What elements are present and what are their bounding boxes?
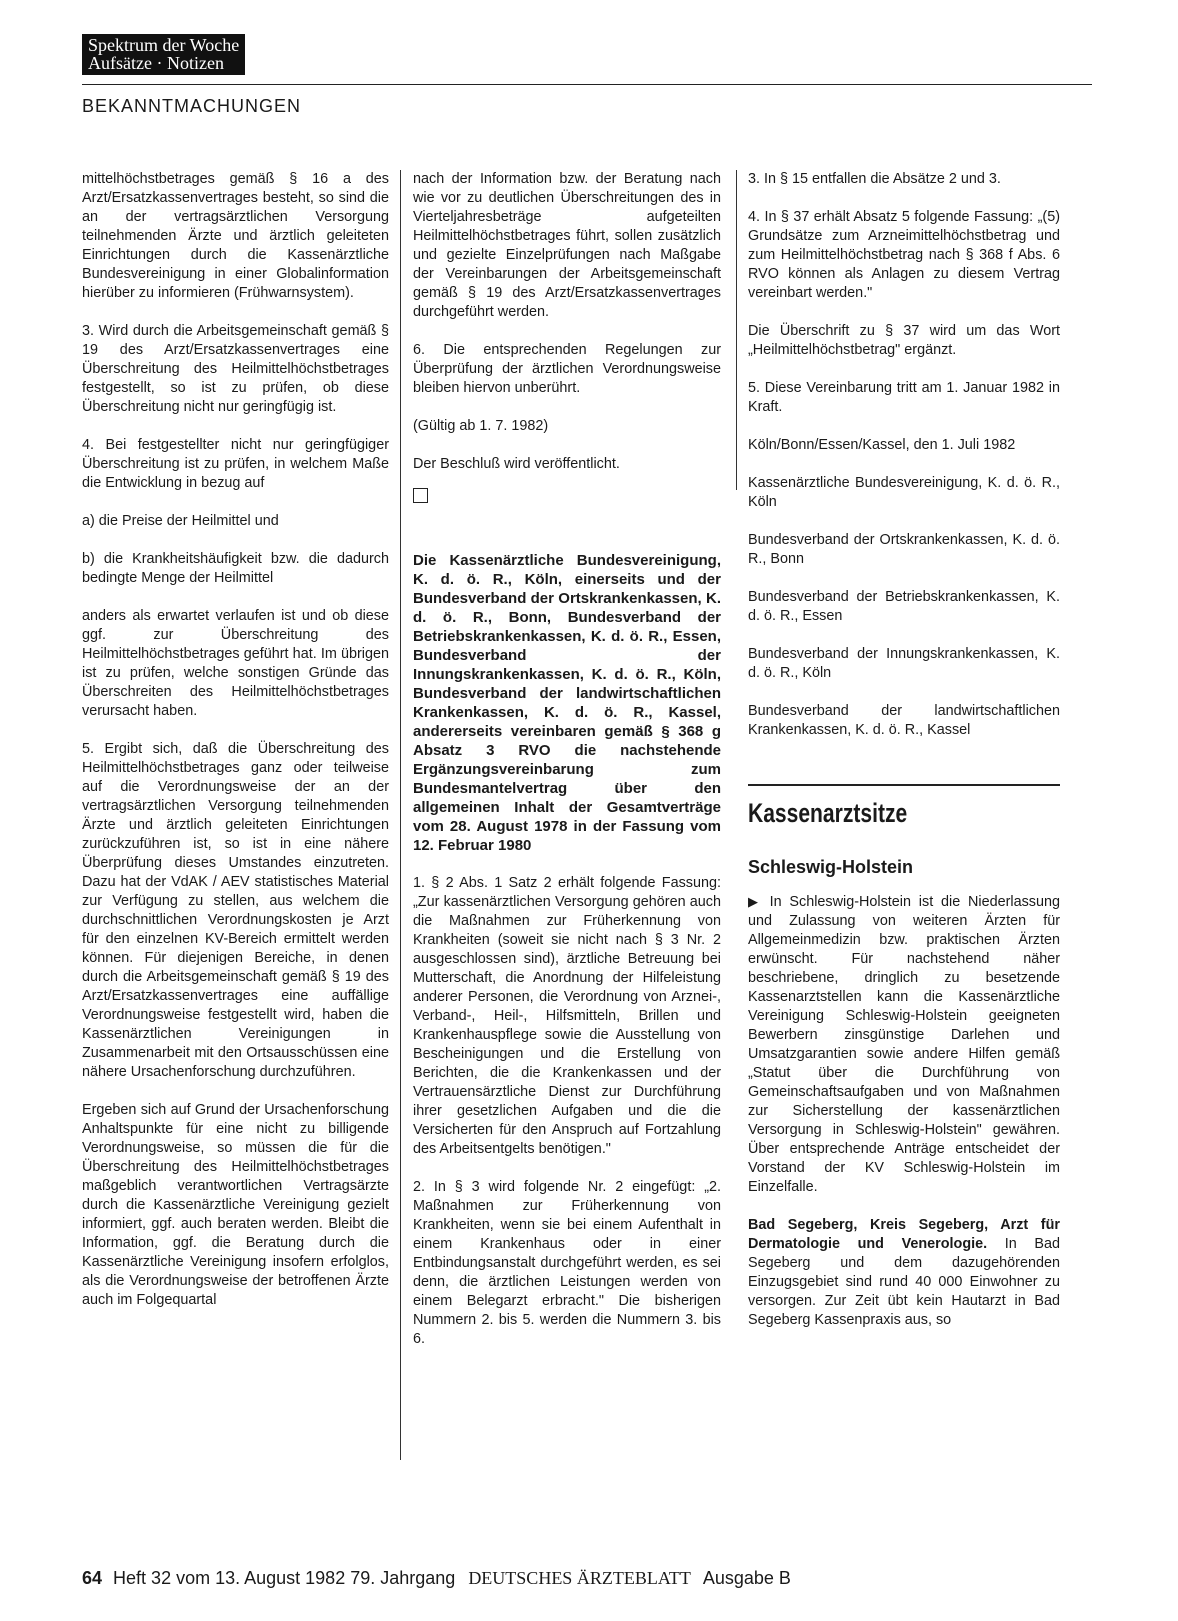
end-mark-icon (413, 488, 428, 503)
paragraph: a) die Preise der Heilmittel und (82, 513, 279, 529)
column-divider (400, 170, 401, 1460)
paragraph: 6. Die entsprechenden Regelungen zur Überprüfung der ärztlichen Verordnungsweise bleiben hiervon unberührt. (413, 342, 721, 396)
paragraph: Köln/Bonn/Essen/Kassel, den 1. Juli 1982 (748, 437, 1016, 453)
page-footer (82, 1568, 791, 1589)
paragraph: 5. Ergibt sich, daß die Überschreitung des Heilmittelhöchstbetrages ganz oder teilweise auf die Verordnungsweise der an der vertragsärztlichen Versorgung teilnehmenden Ärzte und ärztlich geleiteten Einrichtungen zurückzuführen ist, so ist in eine nähere Überprüfung dieses Umstandes einzutreten. Dazu hat der VdAK / AEV statistisches Material zur Verfügung zu stellen, aus welchem die durchschnittlichen Verordnungskosten je Arzt für den einzelnen KV-Bereich ermittelt werden können. Für diejenigen Bereiche, in denen durch die Arbeitsgemeinschaft gemäß § 19 des Arzt/Ersatzkassenvertrages eine auffällige Verordnungsweise festgestellt wird, haben die Kassenärztlichen Vereinigungen in Zusammenarbeit mit den Ortsausschüssen eine nähere Ursachenforschung durchzuführen. (82, 741, 389, 1080)
signatory: Bundesverband der Innungskrankenkassen, K. d. ö. R., Köln (748, 646, 1060, 681)
paragraph: 1. § 2 Abs. 1 Satz 2 erhält folgende Fassung: „Zur kassenärztlichen Versorgung gehören auch die Maßnahmen zur Früherkennung von Krankheiten (soweit sie nicht nach § 3 Nr. 2 ausgeschlossen sind), ärztliche Betreuung bei Mutterschaft, die Anordnung der Hilfeleistung anderer Personen, die Verordnung von Arznei-, Verband-, Heil-, Hilfsmitteln, Brillen und Krankenhauspflege sowie die Ausstellung von Bescheinigungen und die Erstellung von Berichten, die die Krankenkassen und der Vertrauensärztliche Dienst zur Durchführung ihrer gesetzlichen Aufgaben und die die Versicherten für den Anspruch auf Fortzahlung des Arbeitsentgelts benötigen." (413, 875, 721, 1157)
masthead (82, 34, 245, 75)
issue-info: Heft 32 vom 13. August 1982 79. Jahrgang (113, 1568, 456, 1588)
listing-lead: Bad Segeberg, Kreis Segeberg, Arzt für Dermatologie und Venerologie. (748, 1217, 1060, 1252)
paragraph: Ergeben sich auf Grund der Ursachenforschung Anhaltspunkte für eine nicht zu billigende Verordnungsweise, so müssen die für die Überschreitung des Heilmittelhöchstbetrages maßgeblich verantwortlichen Vertragsärzte durch die Kassenärztliche Vereinigung gezielt informiert, ggf. auch beraten werden. Bleibt die Information, ggf. die Beratung durch die Kassenärztliche Vereinigung insofern erfolglos, als die Verordnungsweise der betroffenen Ärzte auch im Folgequartal (82, 1102, 389, 1308)
paragraph: 4. In § 37 erhält Absatz 5 folgende Fassung: „(5) Grundsätze zum Arzneimittelhöchstbetrag und zum Heilmittelhöchstbetrag nach § 368 f Abs. 6 RVO können als Anlagen zu diesem Vertrag vereinbart werden." (748, 209, 1060, 301)
listing-paragraph (748, 1216, 1060, 1330)
paragraph: 2. In § 3 wird folgende Nr. 2 eingefügt: „2. Maßnahmen zur Früherkennung von Krankheiten, wenn sie bei einem Aufenthalt in einem Krankenhaus oder in einer Entbindungsanstalt durchgeführt werden, es sei denn, die ärztlichen Leistungen werden von einem Belegarzt erbracht." Die bisherigen Nummern 2. bis 5. werden die Nummern 3. bis 6. (413, 1179, 721, 1347)
paragraph: Die Überschrift zu § 37 wird um das Wort „Heilmittelhöchstbetrag" ergänzt. (748, 323, 1060, 358)
column-divider (736, 170, 737, 490)
edition: Ausgabe B (702, 1568, 791, 1588)
column-3 (748, 170, 1060, 1330)
section-title: BEKANNTMACHUNGEN (82, 96, 302, 116)
column-2 (413, 170, 721, 1368)
paragraph: 3. In § 15 entfallen die Absätze 2 und 3. (748, 171, 1001, 187)
paragraph: 3. Wird durch die Arbeitsgemeinschaft gemäß § 19 des Arzt/Ersatzkassenvertrages eine Überschreitung des Heilmittelhöchstbetrages festgestellt, so ist zu prüfen, ob diese Überschreitung nicht nur geringfügig ist. (82, 323, 389, 415)
listing-text: In Bad Segeberg und dem dazugehörenden Einzugsgebiet sind rund 40 000 Einwohner zu versorgen. Zur Zeit übt kein Hautarzt in Bad Segeberg Kassenpraxis aus, so (748, 1236, 1060, 1328)
section-heading: Kassenarztsitze (748, 798, 908, 828)
paragraph: nach der Information bzw. der Beratung nach wie vor zu deutlichen Überschreitungen des in Vierteljahresbeträge aufgeteilten Heilmittelhöchstbetrages führt, sollen zusätzlich und gezielte Einzelprüfungen nach Maßgabe der Vereinbarungen der Arbeitsgemeinschaft gemäß § 19 des Arzt/Ersatzkassenvertrages durchgeführt werden. (413, 171, 721, 320)
intro-paragraph (748, 892, 1060, 1197)
decree-heading: Die Kassenärztliche Bundesvereinigung, K. d. ö. R., Köln, einerseits und der Bundesverband der Ortskrankenkassen, K. d. ö. R., Bonn, Bundesverband der Betriebskrankenkassen, K. d. ö. R., Essen, Bundesverband der Innungskrankenkassen, K. d. ö. R., Köln, Bundesverband der landwirtschaftlichen Krankenkassen, K. d. ö. R., Kassel, andererseits vereinbaren gemäß § 368 g Absatz 3 RVO die nachstehende Ergänzungsvereinbarung zum Bundesmantelvertrag über den allgemeinen Inhalt der Gesamtverträge vom 28. August 1978 in der Fassung vom 12. Februar 1980 (413, 552, 721, 854)
intro-text: In Schleswig-Holstein ist die Niederlassung und Zulassung von weiteren Ärzten für Allgemeinmedizin bzw. praktischen Ärzten erwünscht. Für nachstehend näher beschriebene, dringlich zu besetzende Kassenarztstellen kann die Kassenärztliche Vereinigung Schleswig-Holstein geeigneten Bewerbern zinsgünstige Darlehen und Umsatzgarantien sowie andere Hilfen gemäß „Statut über die Durchführung von Gemeinschaftsaufgaben und von Maßnahmen zur Sicherstellung der kassenärztlichen Versorgung in Schleswig-Holstein" gewähren. Über entsprechende Anträge entscheidet der Vorstand der KV Schleswig-Holstein im Einzelfalle. (748, 894, 1061, 1195)
validity-note: (Gültig ab 1. 7. 1982) (413, 418, 549, 434)
paragraph: b) die Krankheitshäufigkeit bzw. die dadurch bedingte Menge der Heilmittel (82, 551, 389, 586)
page-number: 64 (82, 1568, 103, 1588)
magazine-title: DEUTSCHES ÄRZTEBLATT (468, 1568, 691, 1588)
signatory: Bundesverband der Betriebskrankenkassen, K. d. ö. R., Essen (748, 589, 1060, 624)
paragraph: mittelhöchstbetrages gemäß § 16 a des Arzt/Ersatzkassenvertrages besteht, so sind die an der vertragsärztlichen Versorgung teilnehmenden Ärzte und ärztlich geleiteten Einrichtungen durch die Kassenärztliche Bundesvereinigung in einer Globalinformation hierüber zu informieren (Frühwarnsystem). (82, 171, 389, 301)
paragraph: 5. Diese Vereinbarung tritt am 1. Januar 1982 in Kraft. (748, 380, 1060, 415)
masthead-line2: Aufsätze · Notizen (88, 53, 224, 73)
arrow-right-icon: ▶ (748, 894, 762, 909)
section-rule (748, 784, 1060, 786)
masthead-line1: Spektrum der Woche (88, 35, 240, 55)
region-heading: Schleswig-Holstein (748, 857, 914, 877)
signatory: Kassenärztliche Bundesvereinigung, K. d. ö. R., Köln (748, 475, 1060, 510)
column-1 (82, 170, 389, 1329)
paragraph: 4. Bei festgestellter nicht nur geringfügiger Überschreitung ist zu prüfen, in welchem Maße die Entwicklung in bezug auf (82, 437, 389, 491)
top-rule (82, 84, 1092, 85)
signatory: Bundesverband der Ortskrankenkassen, K. d. ö. R., Bonn (748, 532, 1060, 567)
signatory: Bundesverband der landwirtschaftlichen Krankenkassen, K. d. ö. R., Kassel (748, 703, 1060, 738)
paragraph: Der Beschluß wird veröffentlicht. (413, 456, 620, 472)
paragraph: anders als erwartet verlaufen ist und ob diese ggf. zur Überschreitung des Heilmittelhöchstbetrages geführt hat. Im übrigen ist zu prüfen, welche sonstigen Gründe das Überschreiten des Heilmittelhöchstbetrages verursacht haben. (82, 608, 389, 719)
